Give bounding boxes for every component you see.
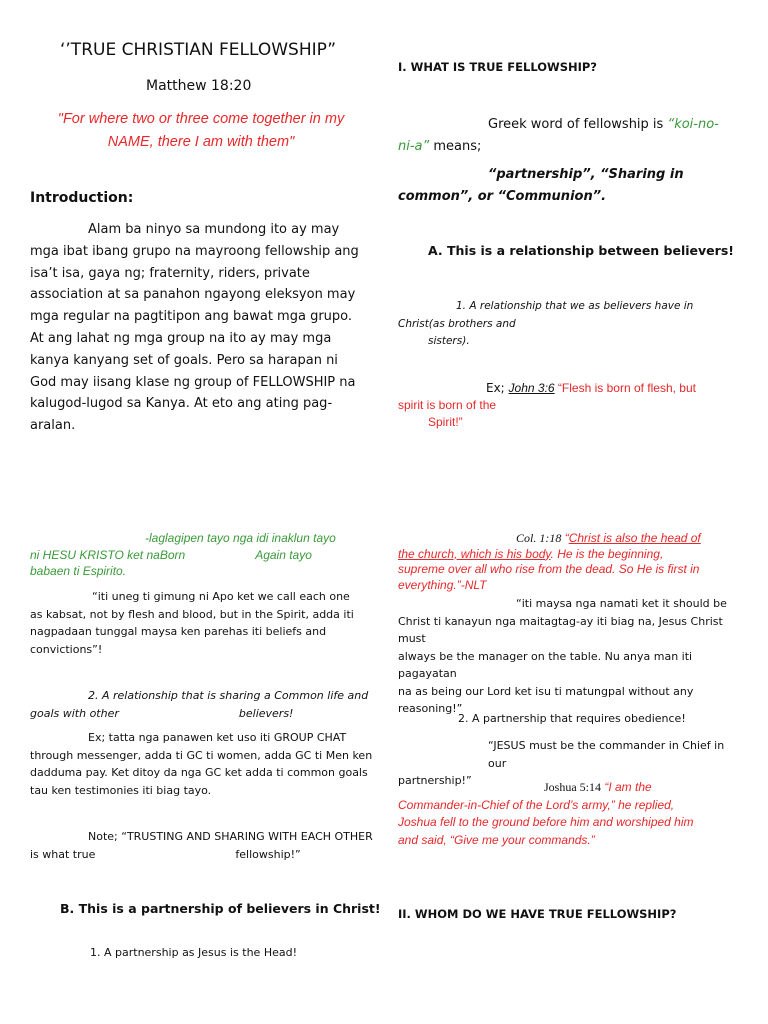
group-chat-example: Ex; tatta nga panawen ket uso iti GROUP CHAT through messenger, adda ti GC ti women, adda GC ti Men ken dadduma pay. Ket ditoy da nga GC ket adda ti common goals tau ken testimonies iti biag tayo.	[30, 731, 373, 797]
point-2-relationship: 2. A relationship that is sharing a Common life and goals with other believers!	[30, 689, 369, 720]
trusting-note: Note; “TRUSTING AND SHARING WITH EACH OTHER is what true fellowship!”	[30, 830, 373, 861]
heading-whom-fellowship: II. WHOM DO WE HAVE TRUE FELLOWSHIP?	[398, 907, 677, 921]
gimung-quote: “iti uneg ti gimung ni Apo ket we call each one as kabsat, not by flesh and blood, but in the Spirit, adda iti nagpadaan tunggal maysa ken parehas iti beliefs and convictions”!	[30, 590, 354, 656]
born-again-note: -laglagipen tayo nga idi inaklun tayo ni HESU KRISTO ket naBorn Again tayo babaen ti Espirito.	[30, 531, 336, 578]
section-b-heading: B. This is a partnership of believers in Christ!	[60, 901, 381, 916]
heading-what-is-fellowship: I. WHAT IS TRUE FELLOWSHIP?	[398, 60, 597, 74]
section-a-point-2: 2. A partnership that requires obedience!	[458, 712, 686, 725]
key-verse: "For where two or three come together in my NAME, there I am with them"	[57, 111, 345, 150]
commander-quote: “JESUS must be the commander in Chief in our partnership!”	[398, 739, 725, 787]
introduction-heading: Introduction:	[30, 190, 134, 206]
scripture-reference: Matthew 18:20	[146, 78, 252, 94]
greek-word-definition: Greek word of fellowship is “koi-no- ni-a” means;	[398, 117, 719, 154]
john-3-6-example: Ex; John 3:6 “Flesh is born of flesh, but spirit is born of the Spirit!”	[398, 381, 696, 429]
maysa-quote: “iti maysa nga namati ket it should be Christ ti kanayun nga maitagtag-ay iti biag na, Jesus Christ must always be the manager on the table. Nu anya man iti pagayatan na as being our Lord ket isu ti matungpal without any reasoning!”	[398, 597, 727, 715]
colossians-1-18: Col. 1:18 “Christ is also the head of the church, which is his body. He is the beginning, supreme over all who rise from the dead. So He is first in everything.”-NLT	[398, 531, 701, 592]
section-a-point-1: 1. A relationship that we as believers have in Christ(as brothers and sisters).	[398, 300, 694, 347]
section-a-heading: A. This is a relationship between believers!	[428, 243, 734, 258]
section-b-point-1: 1. A partnership as Jesus is the Head!	[90, 946, 297, 959]
introduction-body: Alam ba ninyo sa mundong ito ay may mga ibat ibang grupo na mayroong fellowship ang isa’t isa, gaya ng; fraternity, riders, private association at sa panahon ngayong eleksyon may mga regular na pagtitipon ang bawat mga grupo. At ang lahat ng mga group na ito ay may mga kanya kanyang set of goals. Pero sa harapan ni God may iisang klase ng group of FELLOWSHIP na kalugod-lugod sa Kanya. At eto ang ating pag- aralan.	[30, 222, 359, 434]
page-title: ‘’TRUE CHRISTIAN FELLOWSHIP”	[60, 40, 337, 60]
joshua-5-14: Joshua 5:14 “I am the Commander-in-Chief of the Lord’s army,” he replied, Joshua fell to the ground before him and worshiped him and said, “Give me your commands.”	[398, 780, 694, 847]
fellowship-meanings: “partnership”, “Sharing in common”, or “Communion”.	[398, 167, 684, 204]
